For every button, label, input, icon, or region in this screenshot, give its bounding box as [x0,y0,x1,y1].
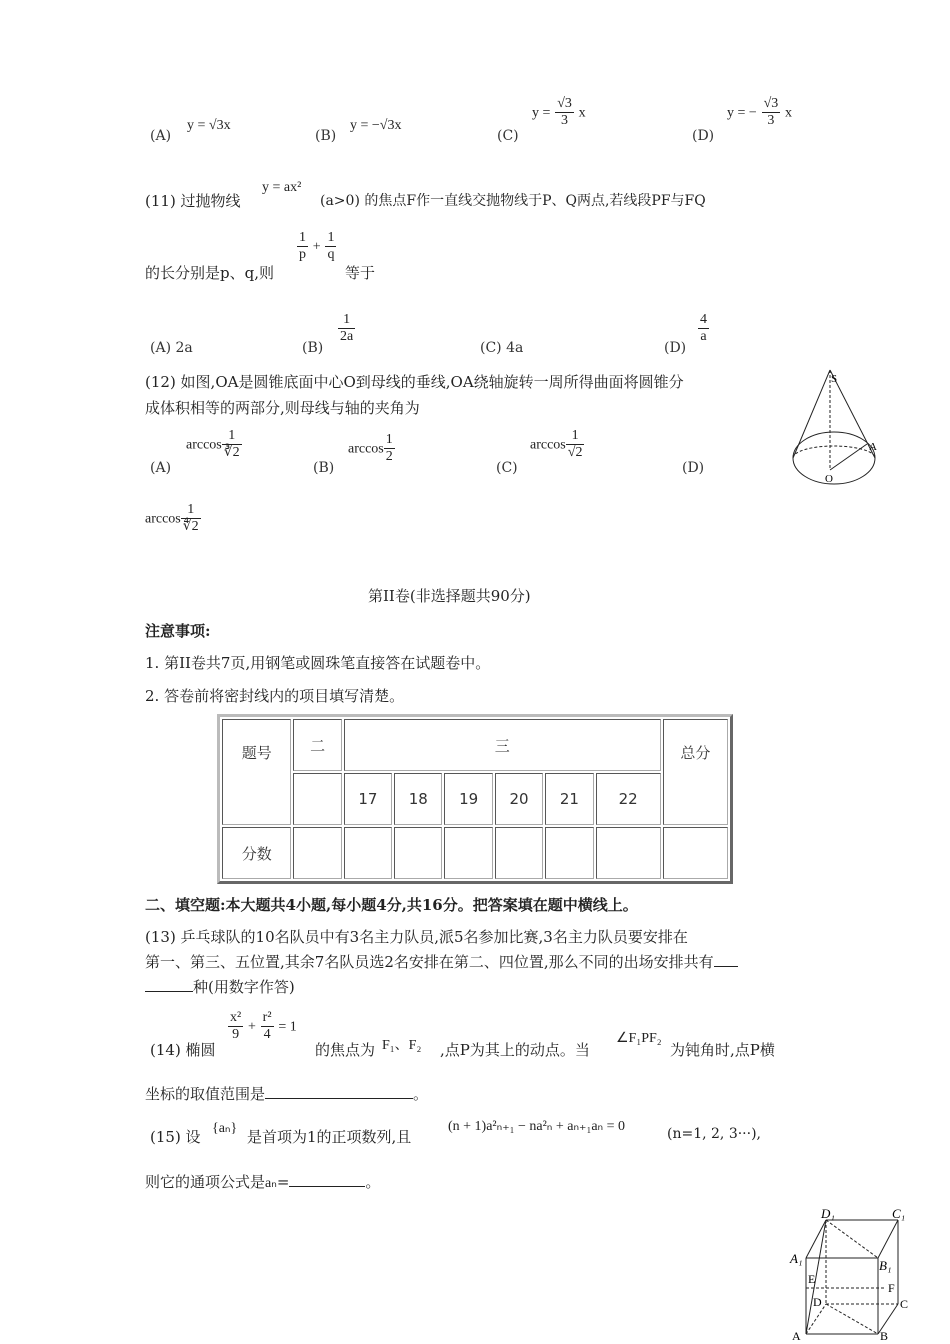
table-header-total: 总分 [663,719,728,825]
q12-option-d-label: (D) [682,460,705,476]
q12-option-c-math: arccos $\frac{1}{√2}$ [530,428,583,460]
q10-option-d-math: y = − $\frac{√3}{3}$ x [727,96,793,128]
cube-label-e: E [808,1272,816,1286]
table-subcol-22: 22 [596,773,661,825]
q14-ellipse-eq: $\frac{\text{x²}}{9}$ + $\frac{\text{r²}}{4}$ = 1 [230,1010,297,1042]
q15-seq-math: {aₙ} [212,1121,238,1136]
q14-mid-text: ,点P为其上的动点。当 [440,1041,590,1059]
q11-option-b-label: (B) [302,340,324,356]
table-score-cell [444,827,492,879]
q13-line2: 第一、第三、五位置,其余7名队员选2名安排在第二、四位置,那么不同的出场安排共有 [145,951,738,972]
note-1: 1. 第II卷共7页,用钢笔或圆珠笔直接答在试题卷中。 [145,654,491,672]
table-score-cell [545,827,593,879]
cube-label-b1: B₁ [879,1258,892,1273]
q11-line2-start: 的长分别是p、q,则 [145,264,274,282]
cone-label-s: S [831,373,838,385]
q11-line2-end: 等于 [345,264,376,282]
q13-line1: (13) 乒乓球队的10名队员中有3名主力队员,派5名参加比赛,3名主力队员要安排在 [145,928,688,946]
table-header-two: 二 [293,719,341,771]
q10-option-d-label: (D) [692,128,715,144]
q12-option-b-math: arccos $\frac{1}{2}$ [348,432,393,464]
q11-option-d-fraction: $\frac{4}{a}$ [700,312,707,344]
q14-start: (14) 椭圆 [150,1041,216,1059]
q12-option-a-label: (A) [150,460,172,476]
q12-option-a-math: arccos $\frac{1}{∛2}$ [186,428,240,460]
cone-label-o: O [825,473,833,485]
note-2: 2. 答卷前将密封线内的项目填写清楚。 [145,687,405,705]
q11-text-start: (11) 过抛物线 [145,192,241,210]
q11-fraction-expr: $\frac{1}{p}$ + $\frac{1}{q}$ [299,230,335,262]
table-score-cell [663,827,728,879]
q15-an-math: aₙ [265,1176,277,1191]
q15-start: (15) 设 [150,1128,201,1146]
q12-line2: 成体积相等的两部分,则母线与轴的夹角为 [145,399,420,417]
cube-label-c: C [900,1297,909,1311]
q10-option-a-math: y = √3x [187,118,231,133]
table-subcol-21: 21 [545,773,593,825]
cube-label-d1: D₁ [821,1208,835,1221]
q10-option-c-label: (C) [497,128,519,144]
table-score-cell [293,827,341,879]
q11-option-b-fraction: $\frac{1}{2a}$ [340,312,354,344]
q11-option-d-label: (D) [664,340,687,356]
q10-option-b-math: y = −√3x [350,118,402,133]
table-score-cell [344,827,392,879]
q14-line2: 坐标的取值范围是 。 [145,1085,429,1103]
table-subcol-18: 18 [394,773,442,825]
notes-heading: 注意事项: [145,622,211,640]
cube-label-b: B [880,1329,889,1342]
q12-option-c-label: (C) [496,460,518,476]
q15-recurrence-math: (n + 1)a²ₙ₊₁ − na²ₙ + aₙ₊₁aₙ = 0 [448,1119,626,1134]
q15-line2: 则它的通项公式是aₙ= 。 [145,1173,381,1191]
table-score-cell [495,827,543,879]
q12-option-b-label: (B) [313,460,335,476]
cone-label-a: A [869,441,877,453]
q14-end-text: 为钝角时,点P横 [670,1041,775,1059]
q10-c-fraction: $\frac{√3}{3}$ [557,96,572,128]
q10-option-a-label: (A) [150,128,172,144]
q10-d-fraction: $\frac{√3}{3}$ [763,96,779,128]
q14-angle-math: ∠F₁PF₂ [616,1031,662,1046]
q12-line1: (12) 如图,OA是圆锥底面中心O到母线的垂线,OA绕轴旋转一周所得曲面将圆锥分 [145,373,684,391]
table-row-score: 分数 [222,827,291,879]
table-subcol-19: 19 [444,773,492,825]
table-score-cell [394,827,442,879]
q14-blank[interactable] [265,1098,413,1099]
q11-parabola-math: y = ax² [262,180,302,195]
table-subcol-20: 20 [495,773,543,825]
cube-label-d: D [813,1295,822,1309]
q14-foci-text: 的焦点为 [315,1041,376,1059]
q15-blank[interactable] [289,1186,365,1187]
q15-n-range: (n=1, 2, 3···), [667,1126,761,1142]
q10-option-b-label: (B) [315,128,337,144]
table-header-three: 三 [344,719,661,771]
q13-line3: 种(用数字作答) [145,976,295,997]
cube-figure [788,1208,918,1342]
section2-title: 第II卷(非选择题共90分) [368,587,531,605]
score-table [217,714,733,884]
table-score-cell [596,827,661,879]
cube-label-c1: C₁ [892,1208,906,1221]
q10-option-c-math: y = $\frac{√3}{3}$ x [532,96,586,128]
q13-blank[interactable] [714,966,738,967]
cone-figure [785,362,885,492]
table-cell-blank [293,773,341,825]
table-subcol-17: 17 [344,773,392,825]
q11-option-c: (C) 4a [480,340,524,356]
q14-foci-math: F₁、F₂ [382,1038,422,1053]
cube-label-a1: A₁ [790,1251,803,1266]
q12-option-d-math: arccos $\frac{1}{∜2}$ [145,502,199,534]
q15-mid-text: 是首项为1的正项数列,且 [247,1128,412,1146]
q11-option-a: (A) 2a [150,340,193,356]
table-header-qnum: 题号 [222,719,291,825]
cube-label-f: F [888,1281,895,1295]
q11-text-rest: (a>0) 的焦点F作一直线交抛物线于P、Q两点,若线段PF与FQ [320,193,706,209]
cube-label-a: A [792,1329,801,1342]
fill-in-heading: 二、填空题:本大题共4小题,每小题4分,共16分。把答案填在题中横线上。 [145,896,638,914]
q13-blank-cont[interactable] [145,991,193,992]
